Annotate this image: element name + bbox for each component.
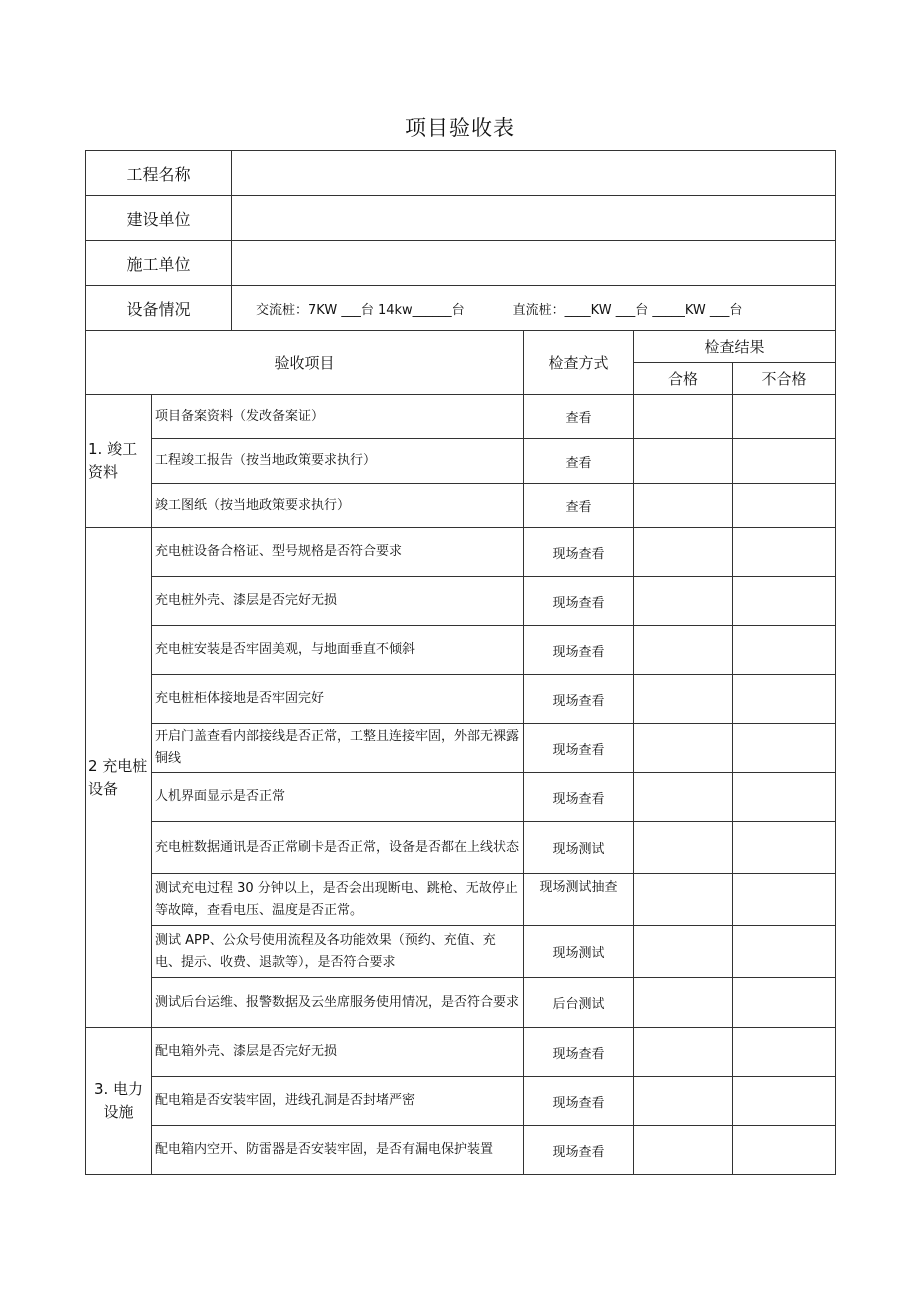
pass-cell[interactable]: [634, 675, 733, 724]
pass-cell[interactable]: [634, 1126, 733, 1175]
method-cell: 现场查看: [524, 773, 634, 822]
method-cell: 现场查看: [524, 626, 634, 675]
method-cell: 现场测试: [524, 926, 634, 978]
pass-cell[interactable]: [634, 439, 733, 484]
fail-cell[interactable]: [733, 395, 836, 439]
table-row: [86, 1028, 836, 1077]
header-method: 检查方式: [524, 331, 634, 395]
table-row: [86, 528, 836, 577]
table-row: [86, 626, 836, 675]
table-row: [86, 675, 836, 724]
method-cell: 现场查看: [524, 577, 634, 626]
method-cell: 查看: [524, 395, 634, 439]
header-row: [86, 331, 836, 363]
fail-cell[interactable]: [733, 1077, 836, 1126]
method-cell: 现场查看: [524, 724, 634, 773]
item-cell: 配电箱外壳、漆层是否完好无损: [152, 1028, 524, 1077]
contractor-row: [86, 241, 836, 286]
table-row: [86, 978, 836, 1028]
item-cell: 充电桩设备合格证、型号规格是否符合要求: [152, 528, 524, 577]
pass-cell[interactable]: [634, 822, 733, 874]
table-row: [86, 724, 836, 773]
method-cell: 后台测试: [524, 978, 634, 1028]
table-row: [86, 874, 836, 926]
method-cell: 现场查看: [524, 1077, 634, 1126]
pass-cell[interactable]: [634, 577, 733, 626]
table-row: [86, 822, 836, 874]
category-cell: 1. 竣工资料: [86, 395, 152, 528]
pass-cell[interactable]: [634, 978, 733, 1028]
item-cell: 开启门盖查看内部接线是否正常，工整且连接牢固，外部无裸露铜线: [152, 724, 524, 773]
method-cell: 现场查看: [524, 675, 634, 724]
pass-cell[interactable]: [634, 484, 733, 528]
method-cell: 现场查看: [524, 1126, 634, 1175]
fail-cell[interactable]: [733, 978, 836, 1028]
item-cell: 配电箱内空开、防雷器是否安装牢固，是否有漏电保护装置: [152, 1126, 524, 1175]
equipment-dc-text: 直流桩：____KW ___台 _____KW ___台: [512, 302, 743, 318]
fail-cell[interactable]: [733, 874, 836, 926]
item-cell: 充电桩数据通讯是否正常刷卡是否正常，设备是否都在上线状态: [152, 822, 524, 874]
builder-field[interactable]: [232, 196, 836, 241]
project-name-label: 工程名称: [86, 151, 232, 196]
item-cell: 测试充电过程 30 分钟以上，是否会出现断电、跳枪、无故停止等故障，查看电压、温度是否正常。: [152, 874, 524, 926]
pass-cell[interactable]: [634, 926, 733, 978]
fail-cell[interactable]: [733, 484, 836, 528]
table-row: [86, 773, 836, 822]
item-cell: 竣工图纸（按当地政策要求执行）: [152, 484, 524, 528]
pass-cell[interactable]: [634, 626, 733, 675]
project-name-row: [86, 151, 836, 196]
category-cell: 2 充电桩设备: [86, 528, 152, 1028]
pass-cell[interactable]: [634, 1077, 733, 1126]
fail-cell[interactable]: [733, 577, 836, 626]
pass-cell[interactable]: [634, 724, 733, 773]
item-cell: 充电桩柜体接地是否牢固完好: [152, 675, 524, 724]
method-cell: 现场查看: [524, 528, 634, 577]
equipment-label: 设备情况: [86, 286, 232, 331]
project-name-field[interactable]: [232, 151, 836, 196]
equipment-field[interactable]: [232, 286, 836, 331]
page-title: 项目验收表: [405, 116, 515, 140]
pass-cell[interactable]: [634, 773, 733, 822]
fail-cell[interactable]: [733, 773, 836, 822]
fail-cell[interactable]: [733, 528, 836, 577]
item-cell: 测试后台运维、报警数据及云坐席服务使用情况，是否符合要求: [152, 978, 524, 1028]
fail-cell[interactable]: [733, 1028, 836, 1077]
fail-cell[interactable]: [733, 724, 836, 773]
header-fail: 不合格: [733, 363, 836, 395]
item-cell: 测试 APP、公众号使用流程及各功能效果（预约、充值、充电、提示、收费、退款等），是否符合要求: [152, 926, 524, 978]
item-cell: 工程竣工报告（按当地政策要求执行）: [152, 439, 524, 484]
fail-cell[interactable]: [733, 926, 836, 978]
fail-cell[interactable]: [733, 626, 836, 675]
equipment-row: [86, 286, 836, 331]
table-row: [86, 926, 836, 978]
table-row: [86, 1077, 836, 1126]
method-cell: 现场查看: [524, 1028, 634, 1077]
header-result: 检查结果: [634, 331, 836, 363]
table-row: [86, 1126, 836, 1175]
table-row: [86, 395, 836, 439]
item-cell: 人机界面显示是否正常: [152, 773, 524, 822]
pass-cell[interactable]: [634, 395, 733, 439]
category-cell: 3. 电力设施: [86, 1028, 152, 1175]
acceptance-table: [85, 150, 836, 1175]
item-cell: 充电桩安装是否牢固美观，与地面垂直不倾斜: [152, 626, 524, 675]
table-row: [86, 439, 836, 484]
method-cell: 现场测试抽查: [524, 874, 634, 926]
fail-cell[interactable]: [733, 1126, 836, 1175]
method-cell: 查看: [524, 439, 634, 484]
equipment-ac-text: 交流桩：7KW ___台 14kw______台: [256, 302, 465, 318]
fail-cell[interactable]: [733, 439, 836, 484]
contractor-field[interactable]: [232, 241, 836, 286]
item-cell: 配电箱是否安装牢固，进线孔洞是否封堵严密: [152, 1077, 524, 1126]
pass-cell[interactable]: [634, 1028, 733, 1077]
method-cell: 现场测试: [524, 822, 634, 874]
header-item: 验收项目: [86, 331, 524, 395]
pass-cell[interactable]: [634, 528, 733, 577]
table-row: [86, 577, 836, 626]
item-cell: 充电桩外壳、漆层是否完好无损: [152, 577, 524, 626]
builder-row: [86, 196, 836, 241]
method-cell: 查看: [524, 484, 634, 528]
item-cell: 项目备案资料（发改备案证）: [152, 395, 524, 439]
fail-cell[interactable]: [733, 675, 836, 724]
table-row: [86, 484, 836, 528]
pass-cell[interactable]: [634, 874, 733, 926]
contractor-label: 施工单位: [86, 241, 232, 286]
fail-cell[interactable]: [733, 822, 836, 874]
header-pass: 合格: [634, 363, 733, 395]
builder-label: 建设单位: [86, 196, 232, 241]
